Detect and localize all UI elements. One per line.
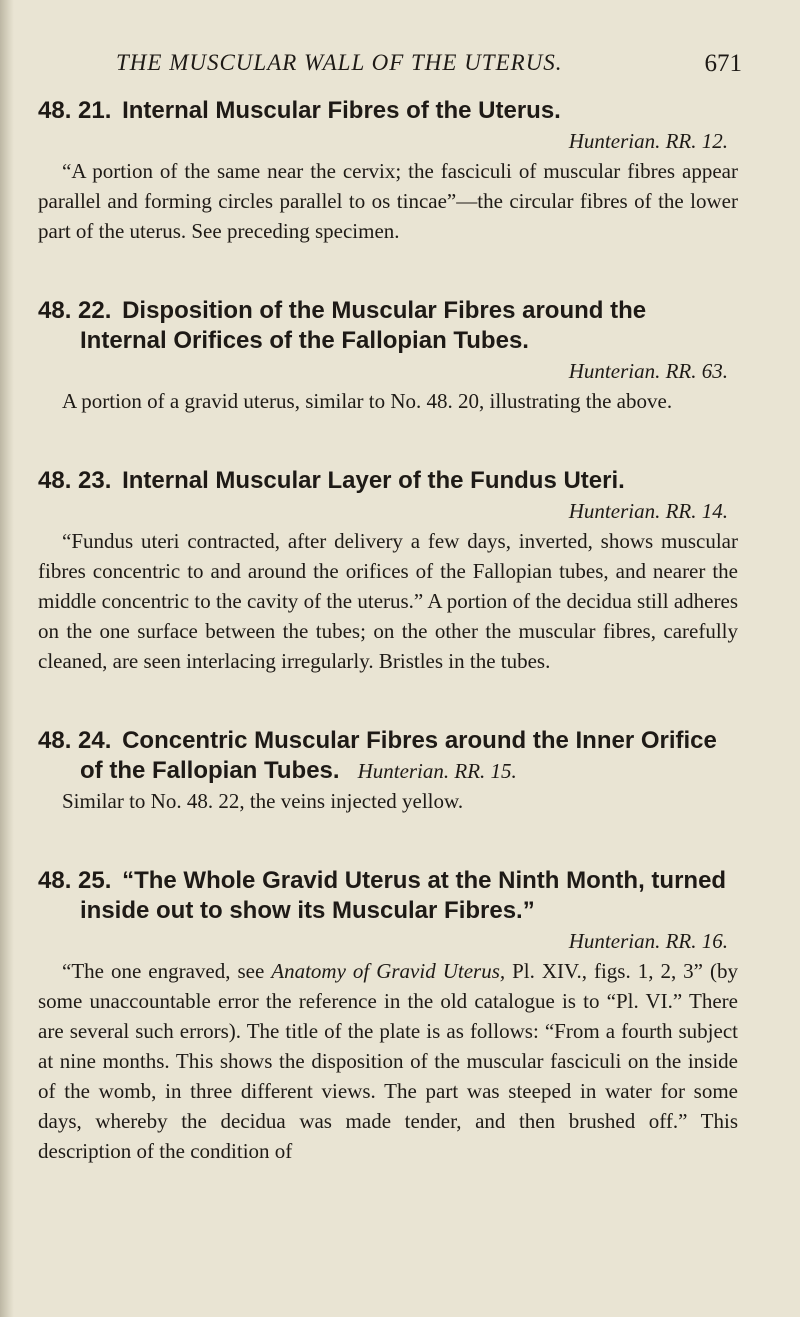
catalogue-entry — [38, 466, 738, 676]
entry-number: 48. 21. — [38, 97, 112, 124]
description-text: Pl. XIV., figs. 1, 2, 3” (by some unaccountable error the reference in the old catalogue is to “Pl. VI.” There are several such errors). The title of the plate is as follows: “From a fourth subject at nine months. This shows the disposition of the muscular fasciculi on the inside of the womb, in three different views. The part was steeped in water for some days, whereby the decidua was made tender, and then brushed off.” This description of the condition of — [38, 959, 738, 1163]
page-number: 671 — [704, 50, 742, 77]
entry-source: Hunterian. RR. 15. — [357, 759, 517, 783]
entry-source: Hunterian. RR. 63. — [568, 359, 728, 383]
entry-title: Internal Muscular Layer of the Fundus Uteri. — [122, 467, 625, 494]
entry-number: 48. 22. — [38, 297, 112, 324]
entry-heading — [38, 726, 738, 786]
entry-description: Similar to No. 48. 22, the veins injected yellow. — [62, 789, 464, 813]
entry-heading — [38, 296, 738, 356]
entry-title: “The Whole Gravid Uterus at the Ninth Month, turned inside out to show its Muscular Fibres.” — [80, 867, 727, 924]
entry-title: Disposition of the Muscular Fibres around the Internal Orifices of the Fallopian Tubes. — [80, 297, 647, 354]
entry-description: “Fundus uteri contracted, after delivery a few days, inverted, shows muscular fibres concentric to and around the orifices of the Fallopian tubes, and nearer the middle concentric to the cavity of the uterus.” A portion of the decidua still adheres on the one surface between the tubes; on the other the muscular fibres, carefully cleaned, are seen interlacing irregularly. Bristles in the tubes. — [38, 529, 738, 673]
page-binding-edge — [0, 0, 14, 1317]
description-text: “The one engraved, see — [62, 959, 272, 983]
book-page — [38, 0, 742, 1317]
book-title-reference: Anatomy of Gravid Uterus, — [271, 959, 506, 983]
catalogue-entry — [38, 296, 738, 416]
entry-description — [38, 956, 738, 1166]
entry-number: 48. 23. — [38, 467, 112, 494]
catalogue-entries — [38, 96, 738, 1216]
catalogue-entry — [38, 96, 738, 246]
running-head — [38, 50, 742, 84]
catalogue-entry — [38, 726, 738, 816]
entry-description: A portion of a gravid uterus, similar to No. 48. 20, illustrating the above. — [62, 389, 673, 413]
entry-number: 48. 25. — [38, 867, 112, 894]
entry-title: Concentric Muscular Fibres around the Inner Orifice of the Fallopian Tubes. — [80, 727, 717, 784]
running-title: THE MUSCULAR WALL OF THE UTERUS. — [116, 50, 563, 75]
entry-source: Hunterian. RR. 12. — [568, 129, 728, 153]
entry-description: “A portion of the same near the cervix; the fasciculi of muscular fibres appear parallel and forming circles parallel to os tincae”—the circular fibres of the lower part of the uterus. See preceding specimen. — [38, 159, 738, 243]
entry-source: Hunterian. RR. 14. — [568, 499, 728, 523]
entry-heading — [38, 466, 738, 496]
catalogue-entry — [38, 866, 738, 1166]
entry-number: 48. 24. — [38, 727, 112, 754]
entry-heading — [38, 96, 738, 126]
entry-source: Hunterian. RR. 16. — [568, 929, 728, 953]
entry-title: Internal Muscular Fibres of the Uterus. — [122, 97, 561, 124]
entry-heading — [38, 866, 738, 926]
